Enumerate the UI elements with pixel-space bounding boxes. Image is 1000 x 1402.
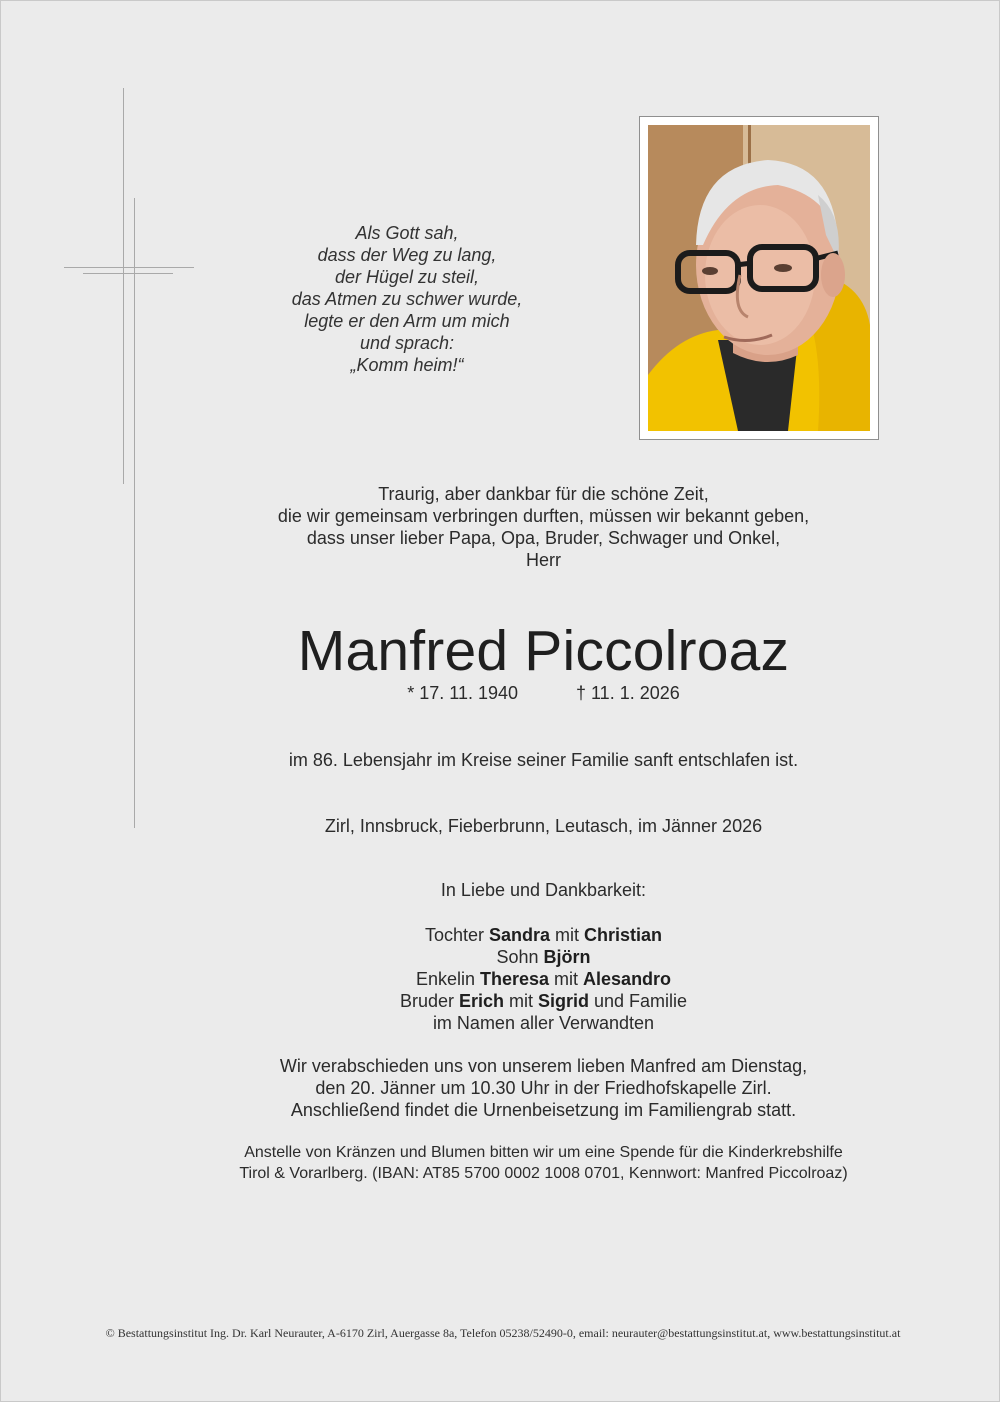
funeral-line: Anschließend findet die Urnenbeisetzung im Familiengrab statt. — [290, 1100, 797, 1120]
family-member-name: Alesandro — [583, 969, 672, 989]
family-member-name: Erich — [458, 991, 504, 1011]
relation-label: Sohn — [496, 947, 544, 967]
cross-horizontal-line-bottom — [83, 273, 173, 274]
family-member-name: Sandra — [488, 925, 551, 945]
birth-date: * 17. 11. 1940 — [407, 683, 518, 703]
age-text: im 86. Lebensjahr im Kreise seiner Familie sanft entschlafen ist. — [288, 750, 799, 770]
death-date: † 11. 1. 2026 — [576, 683, 680, 703]
poem-line: und sprach: — [359, 333, 455, 353]
relation-label: Enkelin — [415, 969, 480, 989]
poem — [257, 222, 557, 376]
life-dates — [1, 682, 1000, 704]
family-member-name: Björn — [543, 947, 591, 967]
poem-line: Als Gott sah, — [355, 223, 459, 243]
relation-label: Tochter — [424, 925, 489, 945]
donation-line: Anstelle von Kränzen und Blumen bitten wir um eine Spende für die Kinderkrebshilfe — [244, 1144, 843, 1161]
intro-line: Traurig, aber dankbar für die schöne Zeit, — [378, 484, 709, 504]
portrait-image — [648, 125, 870, 431]
place-date: Zirl, Innsbruck, Fieberbrunn, Leutasch, im Jänner 2026 — [324, 816, 763, 836]
relation-label: Bruder — [399, 991, 459, 1011]
funeral-line: Wir verabschieden uns von unserem lieben Manfred am Dienstag, — [279, 1056, 808, 1076]
funeral-info — [1, 1055, 1000, 1121]
family-member-name: Sigrid — [538, 991, 590, 1011]
deceased-name: Manfred Piccolroaz — [297, 619, 790, 683]
footer-imprint: © Bestattungsinstitut Ing. Dr. Karl Neurauter, A-6170 Zirl, Auergasse 8a, Telefon 05238/52490-0, email: neurauter@bestattungsinstitut.at, www.bestattungsinstitut.at — [105, 1326, 901, 1340]
donation-line: Tirol & Vorarlberg. (IBAN: AT85 5700 0002 1008 0701, Kennwort: Manfred Piccolroaz) — [239, 1165, 848, 1182]
family-line-son — [1, 946, 1000, 968]
connector-text: und Familie — [589, 991, 688, 1011]
poem-line: legte er den Arm um mich — [304, 311, 510, 331]
family-line-daughter — [1, 924, 1000, 946]
cross-horizontal-line-top — [64, 267, 194, 268]
intro-line: dass unser lieber Papa, Opa, Bruder, Schwager und Onkel, — [306, 528, 781, 548]
family-member-name: Christian — [584, 925, 663, 945]
love-text: In Liebe und Dankbarkeit: — [440, 880, 647, 900]
intro-text — [1, 483, 1000, 571]
intro-line: die wir gemeinsam verbringen durften, müssen wir bekannt geben, — [277, 506, 810, 526]
poem-line: das Atmen zu schwer wurde, — [291, 289, 523, 309]
family-line-granddaughter — [1, 968, 1000, 990]
family-list — [1, 924, 1000, 1034]
poem-line: dass der Weg zu lang, — [317, 245, 497, 265]
family-line-relatives: im Namen aller Verwandten — [432, 1013, 655, 1033]
portrait-frame — [639, 116, 879, 440]
portrait-photo — [648, 125, 870, 431]
connector-text: mit — [550, 925, 585, 945]
connector-text: mit — [549, 969, 584, 989]
poem-line: der Hügel zu steil, — [334, 267, 480, 287]
cross-vertical-line-left — [123, 88, 124, 484]
intro-line: Herr — [526, 550, 561, 570]
connector-text: mit — [504, 991, 538, 1011]
funeral-line: den 20. Jänner um 10.30 Uhr in der Friedhofskapelle Zirl. — [315, 1078, 772, 1098]
donation-request — [1, 1142, 1000, 1184]
poem-line: „Komm heim!“ — [350, 355, 464, 375]
family-member-name: Theresa — [479, 969, 550, 989]
family-line-brother — [1, 990, 1000, 1012]
